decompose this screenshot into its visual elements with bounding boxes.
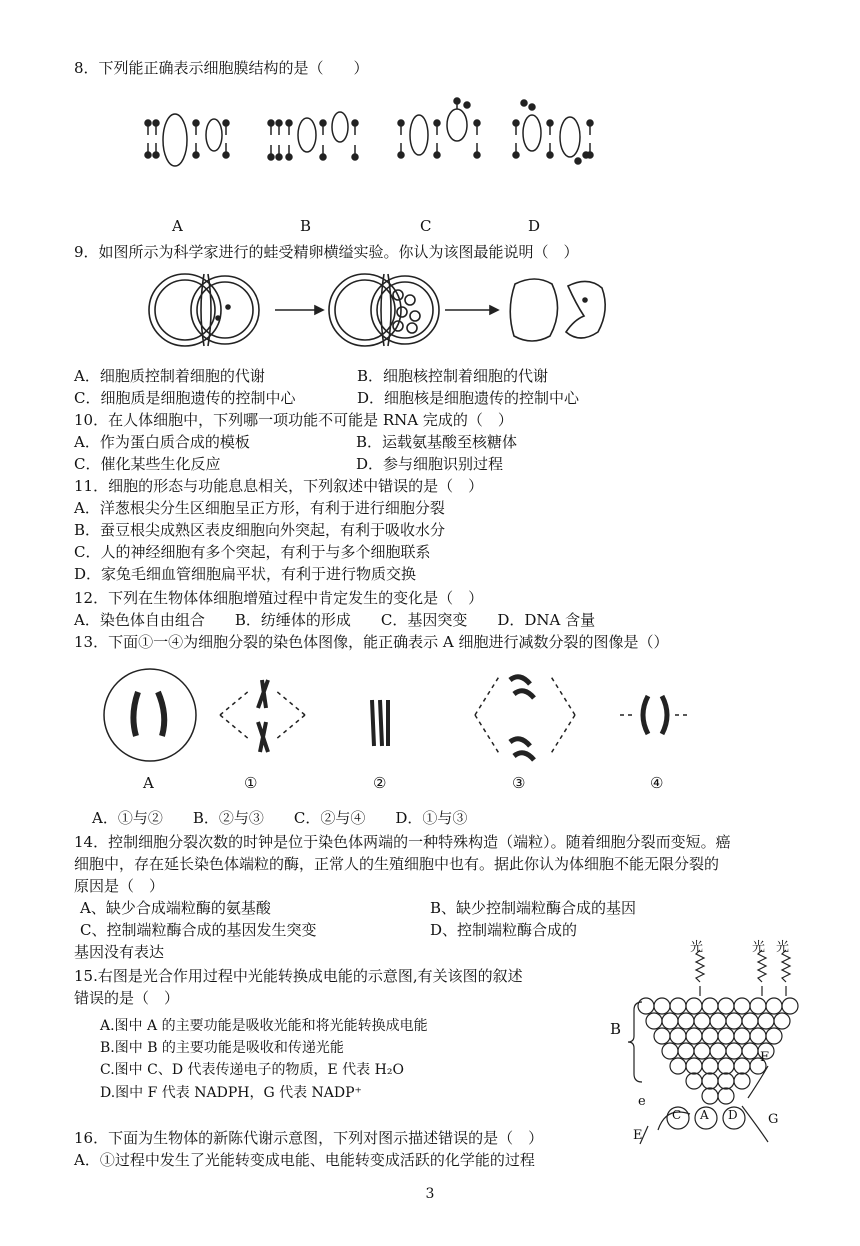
question-9-option-a: A．细胞质控制着细胞的代谢 — [74, 367, 265, 385]
diagram-label-e-small: e — [638, 1094, 646, 1109]
question-15-stem-line-2: 错误的是（ ） — [74, 989, 180, 1007]
question-14-option-c: C、控制端粒酶合成的基因发生突变 — [80, 921, 317, 939]
question-16-stem: 16．下面为生物体的新陈代谢示意图，下列对图示描述错误的是（ ） — [74, 1129, 544, 1147]
question-9-option-b: B．细胞核控制着细胞的代谢 — [357, 367, 549, 385]
question-15-option-a: A.图中 A 的主要功能是吸收光能和将光能转换成电能 — [100, 1018, 428, 1034]
question-13-options: A．①与② B．②与③ C．②与④ D．①与③ — [92, 809, 468, 827]
membrane-structure-figure — [140, 95, 610, 179]
figure-label-2: ② — [373, 774, 387, 792]
diagram-label-g: G — [768, 1112, 779, 1127]
question-14-stem-line-1: 14．控制细胞分裂次数的时钟是位于染色体两端的一种特殊构造（端粒）。随着细胞分裂而变短。癌 — [74, 833, 731, 851]
membrane-option-c-drawing — [398, 98, 480, 158]
membrane-label-b: B — [300, 217, 312, 235]
question-10-option-d: D．参与细胞识别过程 — [356, 455, 504, 473]
question-15-option-b: B.图中 B 的主要功能是吸收和传递光能 — [100, 1040, 344, 1056]
question-13-stem: 13．下面①一④为细胞分裂的染色体图像，能正确表示 A 细胞进行减数分裂的图像是（） — [74, 633, 669, 651]
diagram-label-c: C — [672, 1108, 682, 1122]
diagram-label-f: F — [760, 1050, 770, 1065]
question-16-option-a: A．①过程中发生了光能转变成电能、电能转变成活跃的化学能的过程 — [74, 1151, 535, 1169]
question-9-stem: 9．如图所示为科学家进行的蛙受精卵横缢实验。你认为该图最能说明（ ） — [74, 243, 579, 261]
diagram-label-a: A — [700, 1108, 709, 1122]
light-label-1: 光 — [690, 940, 704, 955]
page-number: 3 — [425, 1186, 435, 1202]
figure-label-3: ③ — [512, 774, 526, 792]
diagram-label-d: D — [728, 1108, 738, 1122]
question-15-option-c: C.图中 C、D 代表传递电子的物质，E 代表 H₂O — [100, 1062, 404, 1078]
question-11-option-b: B．蚕豆根尖成熟区表皮细胞向外突起，有利于吸收水分 — [74, 521, 446, 539]
question-14-option-a: A、缺少合成端粒酶的氨基酸 — [80, 899, 271, 917]
membrane-label-d: D — [528, 217, 541, 235]
figure-label-1: ① — [244, 774, 258, 792]
question-15-option-d: D.图中 F 代表 NADPH，G 代表 NADP⁺ — [100, 1085, 362, 1101]
question-11-stem: 11．细胞的形态与功能息息相关，下列叙述中错误的是（ ） — [74, 477, 484, 495]
figure-label-a: A — [143, 774, 154, 792]
question-15-stem-line-1: 15.右图是光合作用过程中光能转换成电能的示意图,有关该图的叙述 — [74, 967, 523, 985]
membrane-option-d-drawing — [513, 100, 593, 164]
question-14-option-b: B、缺少控制端粒酶合成的基因 — [430, 899, 637, 917]
frog-egg-experiment-figure — [140, 270, 620, 354]
diagram-label-e: E — [633, 1128, 643, 1143]
light-energy-conversion-diagram — [600, 930, 810, 1164]
question-9-option-d: D．细胞核是细胞遗传的控制中心 — [357, 389, 580, 407]
figure-label-4: ④ — [650, 774, 664, 792]
question-12-stem: 12．下列在生物体体细胞增殖过程中肯定发生的变化是（ ） — [74, 589, 484, 607]
membrane-option-b-drawing — [268, 112, 358, 160]
question-12-options: A．染色体自由组合 B．纺缍体的形成 C．基因突变 D．DNA 含量 — [74, 611, 596, 629]
question-14-option-d: D、控制端粒酶合成的 — [430, 921, 578, 939]
question-14-stem-line-2: 细胞中，存在延长染色体端粒的酶，正常人的生殖细胞中也有。据此你认为体细胞不能无限分裂的 — [74, 855, 720, 873]
question-10-stem: 10．在人体细胞中，下列哪一项功能不可能是 RNA 完成的（ ） — [74, 411, 513, 429]
membrane-option-a-drawing — [145, 114, 229, 166]
question-10-option-a: A．作为蛋白质合成的模板 — [74, 433, 250, 451]
light-label-3: 光 — [776, 940, 790, 955]
question-9-option-c: C．细胞质是细胞遗传的控制中心 — [74, 389, 296, 407]
membrane-label-c: C — [420, 217, 432, 235]
chromosome-division-figure — [90, 660, 710, 794]
question-11-option-c: C．人的神经细胞有多个突起，有利于与多个细胞联系 — [74, 543, 431, 561]
membrane-label-a: A — [172, 217, 183, 235]
question-10-option-c: C．催化某些生化反应 — [74, 455, 221, 473]
question-14-option-d-continued: 基因没有表达 — [74, 943, 165, 961]
question-10-option-b: B．运载氨基酸至核糖体 — [356, 433, 518, 451]
diagram-label-b: B — [610, 1020, 622, 1038]
question-8-stem: 8．下列能正确表示细胞膜结构的是（ ） — [74, 59, 369, 77]
question-14-stem-line-3: 原因是（ ） — [74, 877, 165, 895]
question-11-option-a: A．洋葱根尖分生区细胞呈正方形，有利于进行细胞分裂 — [74, 499, 445, 517]
light-label-2: 光 — [752, 940, 766, 955]
question-11-option-d: D．家兔毛细血管细胞扁平状，有利于进行物质交换 — [74, 565, 417, 583]
